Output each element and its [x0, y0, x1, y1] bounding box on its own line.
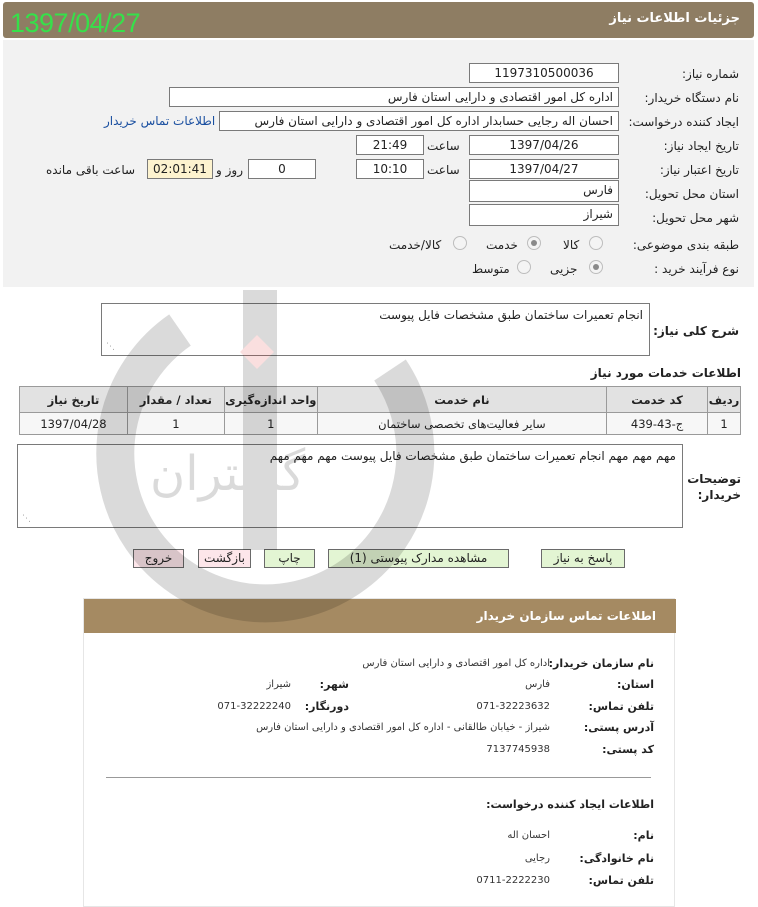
creator-family-value: رجایی	[524, 853, 550, 864]
col-unit-header: واحد اندازه‌گیری	[224, 387, 317, 413]
creator-field[interactable]: احسان اله رجایی حسابدار اداره کل امور اقتصادی و دارایی استان فارس	[219, 111, 619, 131]
category-both-radio[interactable]	[453, 236, 467, 250]
services-title: اطلاعات خدمات مورد نیاز	[590, 366, 741, 380]
remaining-time-field: 02:01:41	[147, 159, 213, 179]
contact-postal-label: کد پستی:	[602, 743, 654, 756]
page-header	[3, 2, 754, 38]
category-goods-label: کالا	[563, 238, 580, 252]
validity-time-label: ساعت	[427, 163, 460, 177]
category-goods-radio[interactable]	[589, 236, 603, 250]
cell-qty: 1	[127, 413, 224, 435]
description-text: انجام تعمیرات ساختمان طبق مشخصات فایل پیوست	[379, 308, 643, 322]
category-both-label: کالا/خدمت	[389, 238, 442, 252]
description-label: شرح کلی نیاز:	[653, 324, 739, 338]
created-time-field[interactable]: 21:49	[356, 135, 424, 155]
contact-address-label: آدرس پستی:	[583, 721, 654, 734]
col-date-header: تاریخ نیاز	[20, 387, 128, 413]
purchase-type-label: نوع فرآیند خرید :	[654, 262, 739, 276]
created-date-field[interactable]: 1397/04/26	[469, 135, 619, 155]
creator-info-title: اطلاعات ایجاد کننده درخواست:	[486, 798, 654, 811]
resize-grip-icon: ⋰	[22, 514, 31, 524]
created-time-label: ساعت	[427, 139, 460, 153]
contact-address-value: شیراز - خیابان طالقانی - اداره کل امور اقتصادی و دارایی استان فارس	[256, 722, 550, 733]
page-title: جزئیات اطلاعات نیاز	[609, 11, 740, 26]
creator-name-value: احسان اله	[507, 830, 550, 841]
contact-org-label: نام سازمان خریدار:	[548, 657, 654, 670]
category-label: طبقه بندی موضوعی:	[632, 238, 739, 252]
buyer-org-label: نام دستگاه خریدار:	[644, 91, 739, 105]
buyer-contact-link[interactable]: اطلاعات تماس خریدار	[104, 114, 216, 128]
days-field[interactable]: 0	[248, 159, 316, 179]
exit-button[interactable]: خروج	[133, 549, 184, 568]
contact-org-value: اداره کل امور اقتصادی و دارایی استان فارس	[362, 658, 550, 669]
category-service-label: خدمت	[486, 238, 518, 252]
need-number-field[interactable]: 1197310500036	[469, 63, 619, 83]
cell-date: 1397/04/28	[20, 413, 128, 435]
resize-grip-icon: ⋰	[106, 342, 115, 352]
cell-name: سایر فعالیت‌های تخصصی ساختمان	[317, 413, 606, 435]
divider	[106, 777, 651, 778]
need-number-label: شماره نیاز:	[682, 67, 739, 81]
print-button[interactable]: چاپ	[264, 549, 315, 568]
contact-title: اطلاعات تماس سازمان خریدار	[476, 609, 656, 623]
delivery-city-label: شهر محل تحویل:	[652, 211, 739, 225]
buyer-notes-label-2: خریدار:	[697, 488, 741, 502]
validity-date-label: تاریخ اعتبار نیاز:	[659, 163, 739, 177]
contact-province-value: فارس	[525, 679, 550, 690]
col-code-header: کد خدمت	[607, 387, 708, 413]
date-stamp: 1397/04/27	[10, 8, 141, 38]
table-row	[20, 413, 741, 435]
days-label: روز و	[216, 163, 243, 177]
col-row-header: ردیف	[708, 387, 741, 413]
cell-unit: 1	[224, 413, 317, 435]
validity-time-field[interactable]: 10:10	[356, 159, 424, 179]
contact-city-label: شهر:	[319, 678, 349, 691]
purchase-medium-radio[interactable]	[517, 260, 531, 274]
col-qty-header: تعداد / مقدار	[127, 387, 224, 413]
contact-phone-label: تلفن تماس:	[588, 700, 654, 713]
creator-label: ایجاد کننده درخواست:	[628, 115, 739, 129]
delivery-city-field[interactable]: شیراز	[469, 204, 619, 226]
buyer-notes-text: مهم مهم مهم انجام تعمیرات ساختمان طبق مشخصات فایل پیوست مهم مهم مهم	[269, 449, 676, 463]
contact-fax-value: 071-32222240	[217, 701, 291, 712]
contact-fax-label: دورنگار:	[304, 700, 349, 713]
created-date-label: تاریخ ایجاد نیاز:	[663, 139, 739, 153]
creator-phone-label: تلفن تماس:	[588, 874, 654, 887]
contact-header	[84, 599, 676, 633]
contact-panel	[83, 598, 675, 907]
buyer-notes-textarea[interactable]	[17, 444, 683, 528]
col-name-header: نام خدمت	[317, 387, 606, 413]
creator-name-label: نام:	[633, 829, 654, 842]
buyer-notes-label-1: توضیحات	[687, 472, 741, 486]
remaining-label: ساعت باقی مانده	[46, 163, 136, 177]
cell-code: ج-43-439	[607, 413, 708, 435]
delivery-province-label: استان محل تحویل:	[644, 187, 739, 201]
buyer-org-field[interactable]: اداره کل امور اقتصادی و دارایی استان فارس	[169, 87, 619, 107]
cell-row: 1	[708, 413, 741, 435]
creator-family-label: نام خانوادگی:	[579, 852, 654, 865]
description-textarea[interactable]	[101, 303, 650, 356]
contact-province-label: استان:	[617, 678, 654, 691]
contact-postal-value: 7137745938	[486, 744, 550, 755]
services-table	[19, 386, 741, 435]
delivery-province-field[interactable]: فارس	[469, 180, 619, 202]
reply-button[interactable]: پاسخ به نیاز	[541, 549, 625, 568]
purchase-medium-label: متوسط	[472, 262, 510, 276]
purchase-partial-label: جزیی	[550, 262, 578, 276]
creator-phone-value: 0711-2222230	[476, 875, 550, 886]
category-service-radio[interactable]	[527, 236, 541, 250]
contact-phone-value: 071-32223632	[476, 701, 550, 712]
table-header-row	[20, 387, 741, 413]
attachments-button[interactable]: مشاهده مدارک پیوستی (1)	[328, 549, 509, 568]
purchase-partial-radio[interactable]	[589, 260, 603, 274]
back-button[interactable]: بازگشت	[198, 549, 251, 568]
contact-city-value: شیراز	[266, 679, 291, 690]
validity-date-field[interactable]: 1397/04/27	[469, 159, 619, 179]
